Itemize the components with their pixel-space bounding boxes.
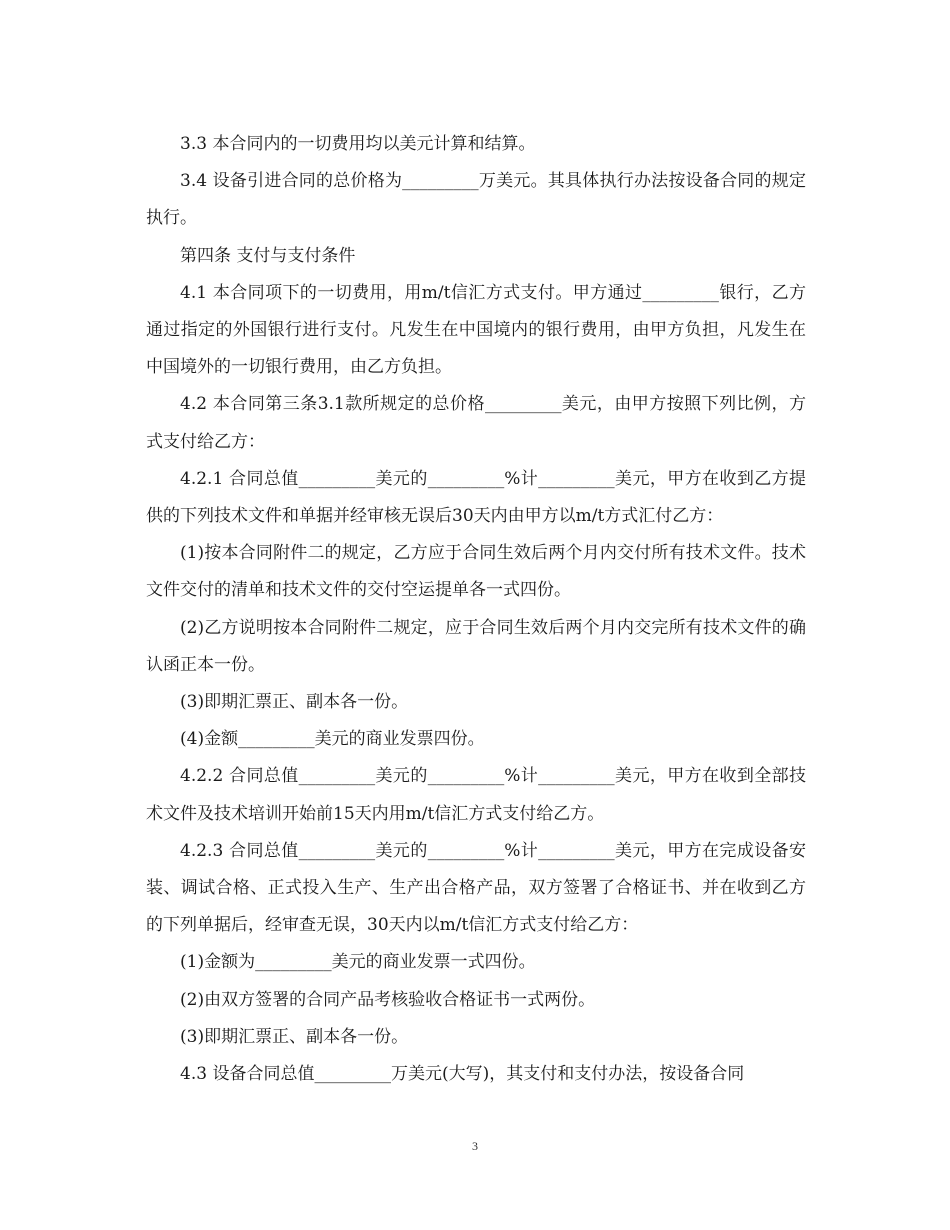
document-body: [146, 126, 806, 1093]
clause-4-2: 4.2 本合同第三条3.1款所规定的总价格_________美元，由甲方按照下列比例，方式支付给乙方：: [146, 394, 806, 452]
article-4-heading: 第四条 支付与支付条件: [180, 245, 356, 266]
list-item-4-2-3-3: (3)即期汇票正、副本各一份。: [180, 1026, 409, 1047]
list-item-4-2-1-2: (2)乙方说明按本合同附件二规定，应于合同生效后两个月内交完所有技术文件的确认函正本一份。: [146, 617, 806, 675]
clause-4-2-3: 4.2.3 合同总值_________美元的_________%计_________美元，甲方在完成设备安装、调试合格、正式投入生产、生产出合格产品，双方签署了合格证书、并在收到乙方的下列单据后，经审查无误，30天内以m/t信汇方式支付给乙方：: [146, 840, 806, 936]
clause-3-4: 3.4 设备引进合同的总价格为_________万美元。其具体执行办法按设备合同的规定执行。: [146, 171, 806, 229]
clause-3-3: 3.3 本合同内的一切费用均以美元计算和结算。: [180, 134, 536, 154]
list-item-4-2-1-4: (4)金额_________美元的商业发票四份。: [180, 729, 485, 750]
page-number: 3: [472, 1139, 478, 1153]
clause-4-1: 4.1 本合同项下的一切费用，用m/t信汇方式支付。甲方通过_________银行，乙方通过指定的外国银行进行支付。凡发生在中国境内的银行费用，由甲方负担，凡发生在中国境外的一切银行费用，由乙方负担。: [146, 282, 806, 378]
list-item-4-2-1-3: (3)即期汇票正、副本各一份。: [180, 692, 409, 713]
list-item-4-2-3-1: (1)金额为_________美元的商业发票一式四份。: [180, 952, 536, 973]
list-item-4-2-1-1: (1)按本合同附件二的规定，乙方应于合同生效后两个月内交付所有技术文件。技术文件交付的清单和技术文件的交付空运提单各一式四份。: [146, 543, 806, 601]
clause-4-3: 4.3 设备合同总值_________万美元(大写)，其支付和支付办法，按设备合同: [180, 1064, 745, 1085]
clause-4-2-1: 4.2.1 合同总值_________美元的_________%计_________美元，甲方在收到乙方提供的下列技术文件和单据并经审核无误后30天内由甲方以m/t方式汇付乙方：: [146, 468, 806, 527]
clause-4-2-2: 4.2.2 合同总值_________美元的_________%计_________美元，甲方在收到全部技术文件及技术培训开始前15天内用m/t信汇方式支付给乙方。: [146, 766, 806, 824]
list-item-4-2-3-2: (2)由双方签署的合同产品考核验收合格证书一式两份。: [180, 989, 596, 1010]
